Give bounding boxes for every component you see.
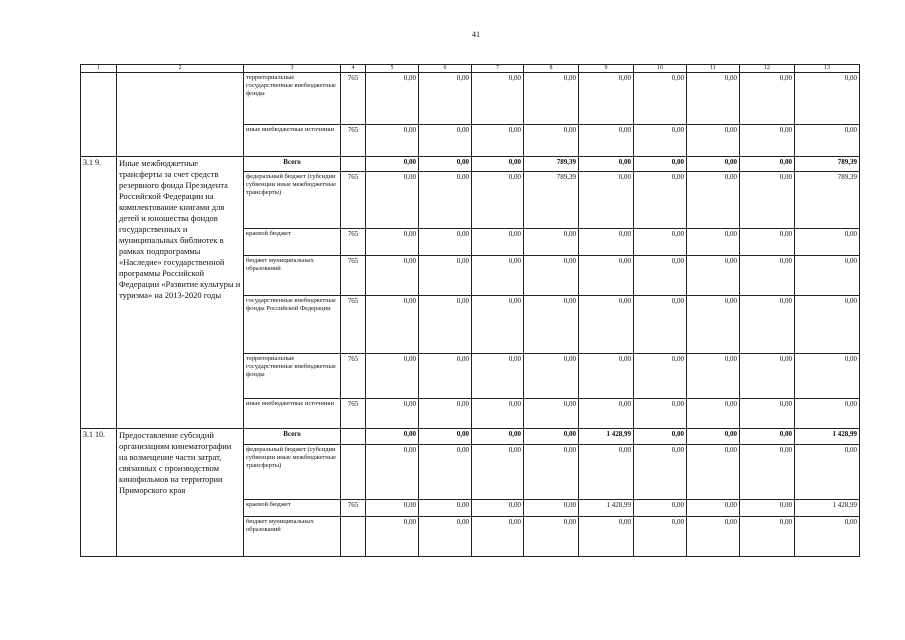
- code-cell: 765: [341, 256, 366, 296]
- amount-cell: 0,00: [419, 429, 472, 445]
- amount-cell: 0,00: [634, 429, 687, 445]
- column-number: 12: [740, 65, 795, 73]
- amount-cell: 0,00: [366, 429, 419, 445]
- column-number-row: [81, 65, 860, 73]
- amount-cell: 0,00: [687, 354, 740, 399]
- funding-source: иные внебюджетные источники: [244, 125, 341, 157]
- item-index: 3.1 10.: [81, 429, 117, 557]
- amount-cell: 0,00: [579, 125, 634, 157]
- amount-cell: 0,00: [419, 296, 472, 354]
- amount-cell: 0,00: [524, 445, 579, 500]
- amount-cell: 0,00: [740, 157, 795, 172]
- amount-cell: 0,00: [579, 256, 634, 296]
- amount-cell: 0,00: [795, 125, 860, 157]
- amount-cell: 0,00: [472, 229, 524, 256]
- funding-source: территориальные государственные внебюджетные фонды: [244, 73, 341, 125]
- amount-cell: 0,00: [687, 296, 740, 354]
- amount-cell: 0,00: [366, 172, 419, 229]
- amount-cell: 0,00: [472, 445, 524, 500]
- amount-cell: 0,00: [579, 445, 634, 500]
- amount-cell: 789,39: [795, 172, 860, 229]
- amount-cell: 0,00: [740, 172, 795, 229]
- amount-cell: 0,00: [634, 125, 687, 157]
- amount-cell: 0,00: [419, 354, 472, 399]
- column-number: 10: [634, 65, 687, 73]
- amount-cell: 0,00: [366, 500, 419, 517]
- amount-cell: 0,00: [524, 296, 579, 354]
- amount-cell: 0,00: [634, 517, 687, 557]
- amount-cell: 0,00: [740, 429, 795, 445]
- amount-cell: 0,00: [740, 500, 795, 517]
- amount-cell: 0,00: [687, 73, 740, 125]
- funding-source: бюджет муниципальных образований: [244, 256, 341, 296]
- amount-cell: 0,00: [472, 296, 524, 354]
- amount-cell: 0,00: [579, 157, 634, 172]
- amount-cell: 0,00: [524, 125, 579, 157]
- amount-cell: 0,00: [524, 354, 579, 399]
- amount-cell: 0,00: [579, 229, 634, 256]
- amount-cell: 0,00: [366, 157, 419, 172]
- code-cell: [341, 445, 366, 500]
- amount-cell: 0,00: [579, 296, 634, 354]
- column-number: 1: [81, 65, 117, 73]
- code-cell: 765: [341, 229, 366, 256]
- amount-cell: 0,00: [687, 445, 740, 500]
- code-cell: 765: [341, 73, 366, 125]
- table-row: [81, 73, 860, 125]
- amount-cell: 0,00: [366, 296, 419, 354]
- amount-cell: 789,39: [795, 157, 860, 172]
- funding-source: иные внебюджетные источники: [244, 399, 341, 429]
- amount-cell: 0,00: [472, 73, 524, 125]
- amount-cell: 0,00: [524, 429, 579, 445]
- amount-cell: 0,00: [634, 256, 687, 296]
- column-number: 7: [472, 65, 524, 73]
- amount-cell: 0,00: [634, 354, 687, 399]
- code-cell: 765: [341, 399, 366, 429]
- amount-cell: 0,00: [634, 229, 687, 256]
- amount-cell: 0,00: [472, 399, 524, 429]
- column-number: 8: [524, 65, 579, 73]
- amount-cell: 0,00: [419, 125, 472, 157]
- amount-cell: 0,00: [634, 73, 687, 125]
- table-row: [81, 429, 860, 445]
- amount-cell: 0,00: [524, 256, 579, 296]
- item-name: Предоставление субсидий организациям кинематографии на возмещение части затрат, связанных с производством кинофильмов на территории Приморского края: [117, 429, 244, 557]
- amount-cell: 0,00: [687, 125, 740, 157]
- amount-cell: 0,00: [795, 73, 860, 125]
- amount-cell: 0,00: [579, 354, 634, 399]
- amount-cell: 0,00: [366, 256, 419, 296]
- item-index-cell: [81, 73, 117, 157]
- column-number: 6: [419, 65, 472, 73]
- column-number: 13: [795, 65, 860, 73]
- amount-cell: 0,00: [740, 445, 795, 500]
- amount-cell: 0,00: [419, 172, 472, 229]
- item-index: 3.1 9.: [81, 157, 117, 429]
- column-number: 3: [244, 65, 341, 73]
- item-name: Иные межбюджетные трансферты за счет средств резервного фонда Президента Российской Федерации на комплектование книгами для детей и юношества фондов государственных и муниципальных библиотек в рамках подпрограммы «Наследие» государственной программы Российской Федерации «Развитие культуры и туризма» на 2013-2020 годы: [117, 157, 244, 429]
- amount-cell: 0,00: [366, 517, 419, 557]
- amount-cell: 0,00: [795, 399, 860, 429]
- code-cell: [341, 429, 366, 445]
- amount-cell: 0,00: [795, 517, 860, 557]
- table-row: [81, 157, 860, 172]
- amount-cell: 0,00: [634, 157, 687, 172]
- amount-cell: 0,00: [740, 296, 795, 354]
- amount-cell: 0,00: [795, 296, 860, 354]
- code-cell: 765: [341, 125, 366, 157]
- amount-cell: 0,00: [687, 500, 740, 517]
- funding-source: федеральный бюджет (субсидии субвенции иные межбюджетные трансферты): [244, 445, 341, 500]
- amount-cell: 0,00: [795, 256, 860, 296]
- amount-cell: 0,00: [740, 399, 795, 429]
- amount-cell: 0,00: [366, 73, 419, 125]
- amount-cell: 0,00: [524, 73, 579, 125]
- amount-cell: 0,00: [687, 172, 740, 229]
- code-cell: [341, 157, 366, 172]
- funding-source: Всего: [244, 157, 341, 172]
- page-number: 41: [472, 30, 480, 39]
- amount-cell: 0,00: [472, 429, 524, 445]
- amount-cell: 0,00: [366, 399, 419, 429]
- amount-cell: 0,00: [419, 157, 472, 172]
- amount-cell: 0,00: [419, 445, 472, 500]
- code-cell: 765: [341, 500, 366, 517]
- amount-cell: 0,00: [472, 125, 524, 157]
- amount-cell: 0,00: [524, 517, 579, 557]
- amount-cell: 0,00: [472, 354, 524, 399]
- amount-cell: 0,00: [472, 500, 524, 517]
- amount-cell: 0,00: [524, 500, 579, 517]
- funding-source: федеральный бюджет (субсидии субвенции иные межбюджетные трансферты): [244, 172, 341, 229]
- amount-cell: 0,00: [740, 517, 795, 557]
- amount-cell: 789,39: [524, 157, 579, 172]
- amount-cell: 0,00: [740, 354, 795, 399]
- amount-cell: 0,00: [419, 229, 472, 256]
- amount-cell: 0,00: [524, 229, 579, 256]
- amount-cell: 0,00: [795, 229, 860, 256]
- funding-source: бюджет муниципальных образований: [244, 517, 341, 557]
- amount-cell: 0,00: [634, 296, 687, 354]
- amount-cell: 0,00: [366, 125, 419, 157]
- code-cell: 765: [341, 354, 366, 399]
- amount-cell: 1 428,99: [795, 429, 860, 445]
- budget-table: [80, 64, 860, 557]
- amount-cell: 789,39: [524, 172, 579, 229]
- amount-cell: 0,00: [579, 73, 634, 125]
- amount-cell: 0,00: [687, 256, 740, 296]
- amount-cell: 0,00: [634, 445, 687, 500]
- amount-cell: 0,00: [419, 500, 472, 517]
- funding-source: краевой бюджет: [244, 500, 341, 517]
- amount-cell: 0,00: [472, 517, 524, 557]
- column-number: 2: [117, 65, 244, 73]
- amount-cell: 0,00: [524, 399, 579, 429]
- amount-cell: 0,00: [419, 399, 472, 429]
- amount-cell: 0,00: [687, 517, 740, 557]
- amount-cell: 0,00: [795, 354, 860, 399]
- amount-cell: 0,00: [740, 256, 795, 296]
- code-cell: 765: [341, 296, 366, 354]
- amount-cell: 0,00: [795, 445, 860, 500]
- amount-cell: 0,00: [740, 229, 795, 256]
- amount-cell: 0,00: [366, 229, 419, 256]
- amount-cell: 0,00: [366, 354, 419, 399]
- amount-cell: 0,00: [579, 517, 634, 557]
- amount-cell: 0,00: [687, 157, 740, 172]
- amount-cell: 0,00: [419, 256, 472, 296]
- amount-cell: 0,00: [472, 157, 524, 172]
- column-number: 11: [687, 65, 740, 73]
- amount-cell: 0,00: [740, 125, 795, 157]
- column-number: 5: [366, 65, 419, 73]
- amount-cell: 0,00: [687, 429, 740, 445]
- amount-cell: 0,00: [366, 445, 419, 500]
- item-name-cell: [117, 73, 244, 157]
- funding-source: территориальные государственные внебюджетные фонды: [244, 354, 341, 399]
- funding-source: государственные внебюджетные фонды Российской Федерации: [244, 296, 341, 354]
- amount-cell: 1 428,99: [579, 500, 634, 517]
- amount-cell: 0,00: [687, 229, 740, 256]
- amount-cell: 0,00: [634, 399, 687, 429]
- funding-source: краевой бюджет: [244, 229, 341, 256]
- amount-cell: 0,00: [634, 500, 687, 517]
- funding-source: Всего: [244, 429, 341, 445]
- amount-cell: 0,00: [740, 73, 795, 125]
- amount-cell: 0,00: [472, 172, 524, 229]
- code-cell: [341, 517, 366, 557]
- amount-cell: 0,00: [634, 172, 687, 229]
- amount-cell: 0,00: [687, 399, 740, 429]
- amount-cell: 1 428,99: [795, 500, 860, 517]
- column-number: 4: [341, 65, 366, 73]
- amount-cell: 0,00: [579, 172, 634, 229]
- amount-cell: 0,00: [579, 399, 634, 429]
- amount-cell: 1 428,99: [579, 429, 634, 445]
- code-cell: 765: [341, 172, 366, 229]
- amount-cell: 0,00: [419, 517, 472, 557]
- amount-cell: 0,00: [419, 73, 472, 125]
- amount-cell: 0,00: [472, 256, 524, 296]
- column-number: 9: [579, 65, 634, 73]
